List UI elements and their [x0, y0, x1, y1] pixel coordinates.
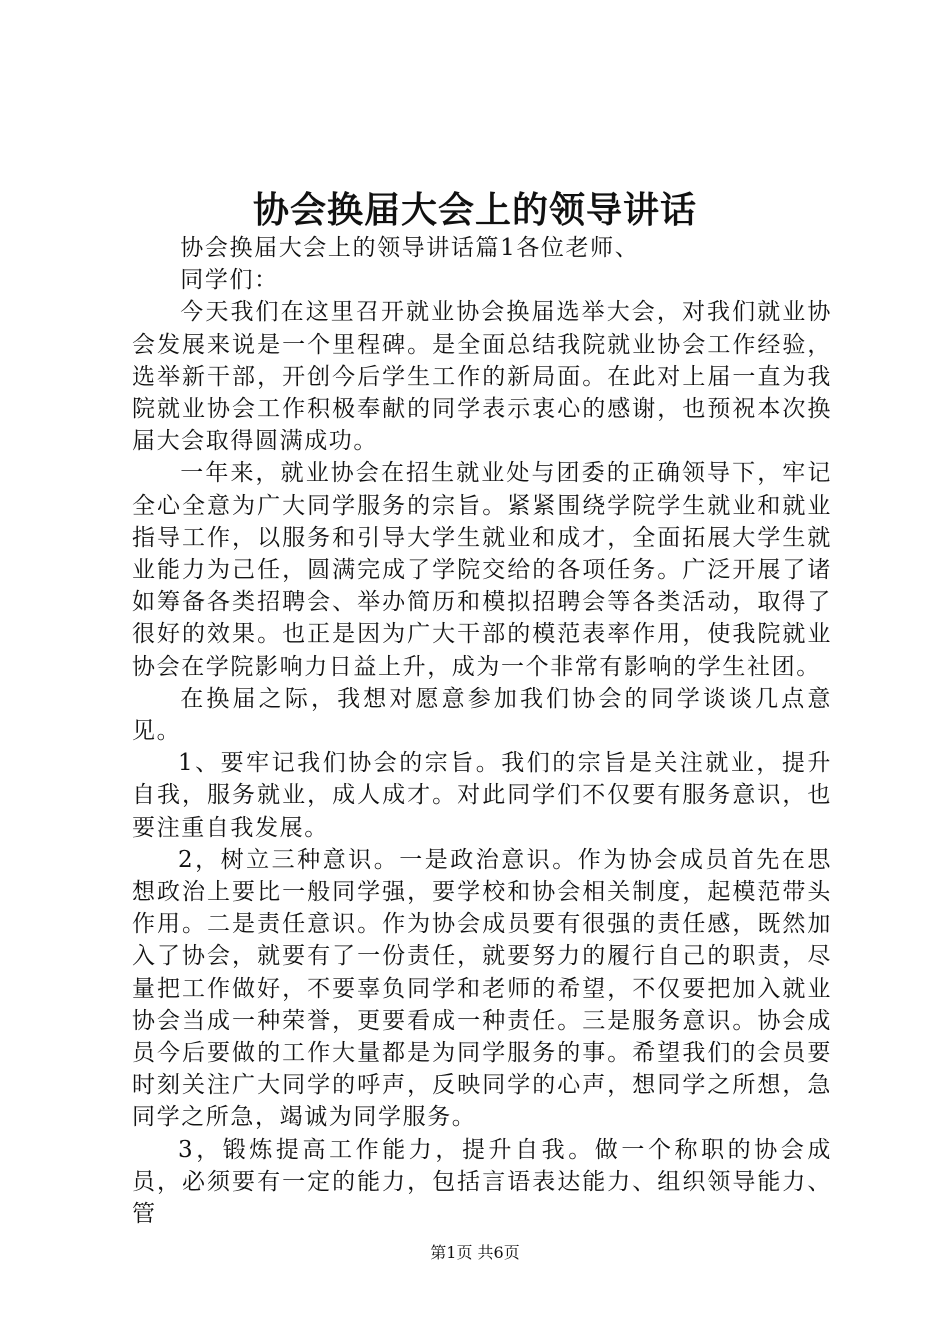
paragraph-opening: 今天我们在这里召开就业协会换届选举大会，对我们就业协会发展来说是一个里程碑。是全面总结我院就业协会工作经验，选举新干部，开创今后学生工作的新局面。在此对上届一直为我院就业协会工作积极奉献的同学表示衷心的感谢，也预祝本次换届大会取得圆满成功。: [132, 299, 832, 455]
salutation: 同学们：: [180, 267, 279, 294]
document-title: 协会换届大会上的领导讲话: [252, 189, 697, 231]
document-body: [132, 232, 832, 1230]
point-3: 3，锻炼提高工作能力，提升自我。做一个称职的协会成员，必须要有一定的能力，包括言语表达能力、组织领导能力、管: [132, 1136, 832, 1228]
intro-line: 协会换届大会上的领导讲话篇1各位老师、: [180, 235, 640, 261]
paragraph-transition: 在换届之际，我想对愿意参加我们协会的同学谈谈几点意见。: [132, 685, 832, 745]
page-indicator: 第1页 共6页: [430, 1243, 520, 1262]
point-1: 1、要牢记我们协会的宗旨。我们的宗旨是关注就业，提升自我，服务就业，成人成才。对此同学们不仅要有服务意识，也要注重自我发展。: [132, 750, 832, 841]
point-2: 2，树立三种意识。一是政治意识。作为协会成员首先在思想政治上要比一般同学强，要学校和协会相关制度，起模范带头作用。二是责任意识。作为协会成员要有很强的责任感，既然加入了协会，就要有了一份责任，就要努力的履行自己的职责，尽量把工作做好，不要辜负同学和老师的希望，不仅要把加入就业协会当成一种荣誉，更要看成一种责任。三是服务意识。协会成员今后要做的工作大量都是为同学服务的事。希望我们的会员要时刻关注广大同学的呼声，反映同学的心声，想同学之所想，急同学之所急，竭诚为同学服务。: [132, 846, 832, 1131]
paragraph-review: 一年来，就业协会在招生就业处与团委的正确领导下，牢记全心全意为广大同学服务的宗旨。紧紧围绕学院学生就业和就业指导工作，以服务和引导大学生就业和成才，全面拓展大学生就业能力为己任，圆满完成了学院交给的各项任务。广泛开展了诸如筹备各类招聘会、举办简历和模拟招聘会等各类活动，取得了很好的效果。也正是因为广大干部的模范表率作用，使我院就业协会在学院影响力日益上升，成为一个非常有影响的学生社团。: [132, 460, 832, 680]
